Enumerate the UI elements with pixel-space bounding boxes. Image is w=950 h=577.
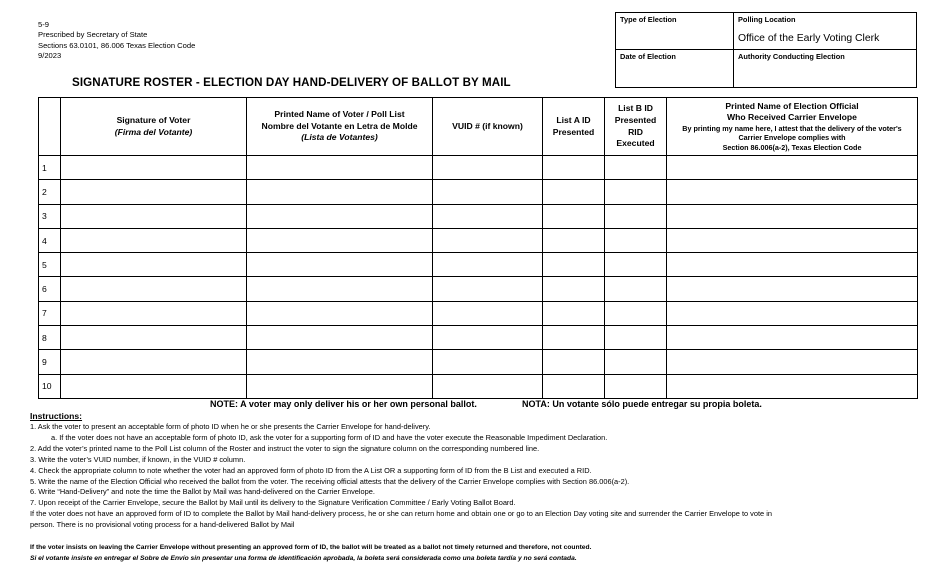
row-number-header [39, 98, 61, 156]
list-b-cell[interactable] [605, 228, 667, 252]
table-row [39, 326, 918, 350]
instruction-item: 2. Add the voter’s printed name to the Poll List column of the Roster and instruct the voter to sign the signature column on the corresponding numbered line. [30, 443, 540, 453]
prescribed-by: Prescribed by Secretary of State [38, 30, 148, 40]
official-name-cell[interactable] [667, 204, 918, 228]
vuid-cell[interactable] [433, 301, 543, 325]
table-row [39, 374, 918, 398]
printed-name-cell[interactable] [247, 374, 433, 398]
signature-cell[interactable] [61, 277, 247, 301]
list-b-column-header: List B ID Presented RID Executed [605, 98, 667, 156]
printed-name-cell[interactable] [247, 277, 433, 301]
vuid-cell[interactable] [433, 253, 543, 277]
row-number: 10 [39, 374, 61, 398]
vuid-cell[interactable] [433, 277, 543, 301]
signature-cell[interactable] [61, 228, 247, 252]
signature-cell[interactable] [61, 326, 247, 350]
list-a-cell[interactable] [543, 301, 605, 325]
vuid-cell[interactable] [433, 228, 543, 252]
date-of-election-field[interactable] [616, 50, 734, 87]
vuid-cell[interactable] [433, 374, 543, 398]
signature-cell[interactable] [61, 156, 247, 180]
list-b-cell[interactable] [605, 350, 667, 374]
printed-name-cell[interactable] [247, 350, 433, 374]
vuid-cell[interactable] [433, 156, 543, 180]
signature-cell[interactable] [61, 301, 247, 325]
printed-name-cell[interactable] [247, 253, 433, 277]
list-a-cell[interactable] [543, 326, 605, 350]
list-a-cell[interactable] [543, 277, 605, 301]
type-of-election-field[interactable] [616, 13, 734, 50]
official-name-cell[interactable] [667, 253, 918, 277]
list-b-cell[interactable] [605, 277, 667, 301]
row-number: 6 [39, 277, 61, 301]
instruction-paragraph-line: person. There is no provisional voting process for a hand-delivered Ballot by Mail [30, 520, 295, 530]
official-name-cell[interactable] [667, 326, 918, 350]
table-header-row [39, 98, 918, 156]
instructions-section [30, 411, 925, 531]
code-sections: Sections 63.0101, 86.006 Texas Election Code [38, 40, 196, 50]
official-name-cell[interactable] [667, 374, 918, 398]
list-b-cell[interactable] [605, 301, 667, 325]
polling-location-value: Office of the Early Voting Clerk [738, 33, 880, 44]
vuid-cell[interactable] [433, 180, 543, 204]
date-of-election-label: Date of Election [620, 52, 676, 61]
printed-name-column-header: Printed Name of Voter / Poll List Nombre del Votante en Letra de Molde (Lista de Votantes) [247, 98, 433, 156]
list-a-cell[interactable] [543, 350, 605, 374]
signature-column-header: Signature of Voter (Firma del Votante) [61, 98, 247, 156]
instruction-item: 6. Write “Hand-Delivery” and note the time the Ballot by Mail was hand-delivered on the Carrier Envelope. [30, 487, 375, 497]
official-name-cell[interactable] [667, 180, 918, 204]
table-row [39, 301, 918, 325]
signature-cell[interactable] [61, 253, 247, 277]
list-b-cell[interactable] [605, 180, 667, 204]
row-number: 8 [39, 326, 61, 350]
signature-cell[interactable] [61, 374, 247, 398]
note-english: NOTE: A voter may only deliver his or her own personal ballot. [210, 399, 477, 409]
form-date: 9/2023 [38, 51, 62, 61]
signature-roster-table [38, 97, 918, 399]
row-number: 2 [39, 180, 61, 204]
row-number: 5 [39, 253, 61, 277]
polling-location-label: Polling Location [738, 15, 796, 24]
official-name-cell[interactable] [667, 277, 918, 301]
row-number: 1 [39, 156, 61, 180]
printed-name-cell[interactable] [247, 156, 433, 180]
instruction-item: 4. Check the appropriate column to note whether the voter had an approved form of photo ID from the A List OR a supporting form of ID from the B List and executed a RID. [30, 465, 592, 475]
list-a-cell[interactable] [543, 253, 605, 277]
instruction-item: 5. Write the name of the Election Official who received the ballot from the voter. The receiving official attests that the delivery of the Carrier Envelope complies with Section 86.006(a-2). [30, 476, 630, 486]
form-header [38, 20, 195, 62]
warning-english: If the voter insists on leaving the Carrier Envelope without presenting an approved form of ID, the ballot will be treated as a ballot not timely returned and therefore, not counted. [30, 544, 592, 551]
instruction-item: 1. Ask the voter to present an acceptable form of photo ID when he or she presents the Carrier Envelope for hand-delivery. [30, 422, 431, 431]
instruction-paragraph-line: If the voter does not have an approved form of ID to complete the Ballot by Mail hand-delivery process, he or she can return home and obtain one or go to an Election Day voting site and surrender the Carrier Envelope to vote in [30, 509, 772, 519]
vuid-cell[interactable] [433, 350, 543, 374]
official-name-cell[interactable] [667, 228, 918, 252]
row-number: 3 [39, 204, 61, 228]
list-b-cell[interactable] [605, 253, 667, 277]
signature-cell[interactable] [61, 350, 247, 374]
list-b-cell[interactable] [605, 326, 667, 350]
list-a-cell[interactable] [543, 204, 605, 228]
list-a-cell[interactable] [543, 228, 605, 252]
official-name-cell[interactable] [667, 156, 918, 180]
signature-cell[interactable] [61, 180, 247, 204]
page-title: SIGNATURE ROSTER - ELECTION DAY HAND-DELIVERY OF BALLOT BY MAIL [72, 76, 511, 89]
election-info-box [615, 12, 917, 88]
type-of-election-label: Type of Election [620, 15, 677, 24]
row-number: 4 [39, 228, 61, 252]
printed-name-cell[interactable] [247, 204, 433, 228]
table-row [39, 156, 918, 180]
vuid-cell[interactable] [433, 326, 543, 350]
list-a-cell[interactable] [543, 156, 605, 180]
instruction-item: 3. Write the voter’s VUID number, if known, in the VUID # column. [30, 454, 246, 464]
table-row [39, 180, 918, 204]
polling-location-field[interactable] [734, 13, 916, 50]
form-number: 5-9 [38, 20, 49, 29]
list-b-cell[interactable] [605, 156, 667, 180]
printed-name-cell[interactable] [247, 326, 433, 350]
row-number: 9 [39, 350, 61, 374]
printed-name-cell[interactable] [247, 180, 433, 204]
row-number: 7 [39, 301, 61, 325]
authority-field[interactable] [734, 50, 916, 87]
list-a-cell[interactable] [543, 374, 605, 398]
table-row [39, 253, 918, 277]
official-name-cell[interactable] [667, 301, 918, 325]
printed-name-cell[interactable] [247, 301, 433, 325]
table-row [39, 228, 918, 252]
table-row [39, 204, 918, 228]
list-a-cell[interactable] [543, 180, 605, 204]
instruction-item: 7. Upon receipt of the Carrier Envelope, secure the Ballot by Mail until its delivery to the Signature Verification Committee / Early Voting Ballot Board. [30, 498, 516, 508]
list-b-cell[interactable] [605, 374, 667, 398]
instruction-item: a. If the voter does not have an acceptable form of photo ID, ask the voter for a supporting form of ID and have the voter execute the Reasonable Impediment Declaration. [51, 432, 608, 442]
warning-spanish: Si el votante insiste en entregar el Sobre de Envío sin presentar una forma de identificación aprobada, la boleta será considerada como una boleta tardía y no será contada. [30, 555, 577, 562]
signature-cell[interactable] [61, 204, 247, 228]
vuid-column-header: VUID # (if known) [433, 98, 543, 156]
printed-name-cell[interactable] [247, 228, 433, 252]
official-name-cell[interactable] [667, 350, 918, 374]
table-row [39, 350, 918, 374]
vuid-cell[interactable] [433, 204, 543, 228]
instructions-heading: Instructions: [30, 411, 83, 421]
list-b-cell[interactable] [605, 204, 667, 228]
table-row [39, 277, 918, 301]
note-spanish: NOTA: Un votante sólo puede entregar su propia boleta. [522, 399, 762, 409]
table-body [39, 156, 918, 399]
authority-label: Authority Conducting Election [738, 52, 845, 61]
list-a-column-header: List A ID Presented [543, 98, 605, 156]
official-column-header: Printed Name of Election Official Who Received Carrier Envelope By printing my name here, I attest that the delivery of the voter's Carrier Envelope complies with Section 86.006(a-2), Texas Election Code [667, 98, 918, 156]
